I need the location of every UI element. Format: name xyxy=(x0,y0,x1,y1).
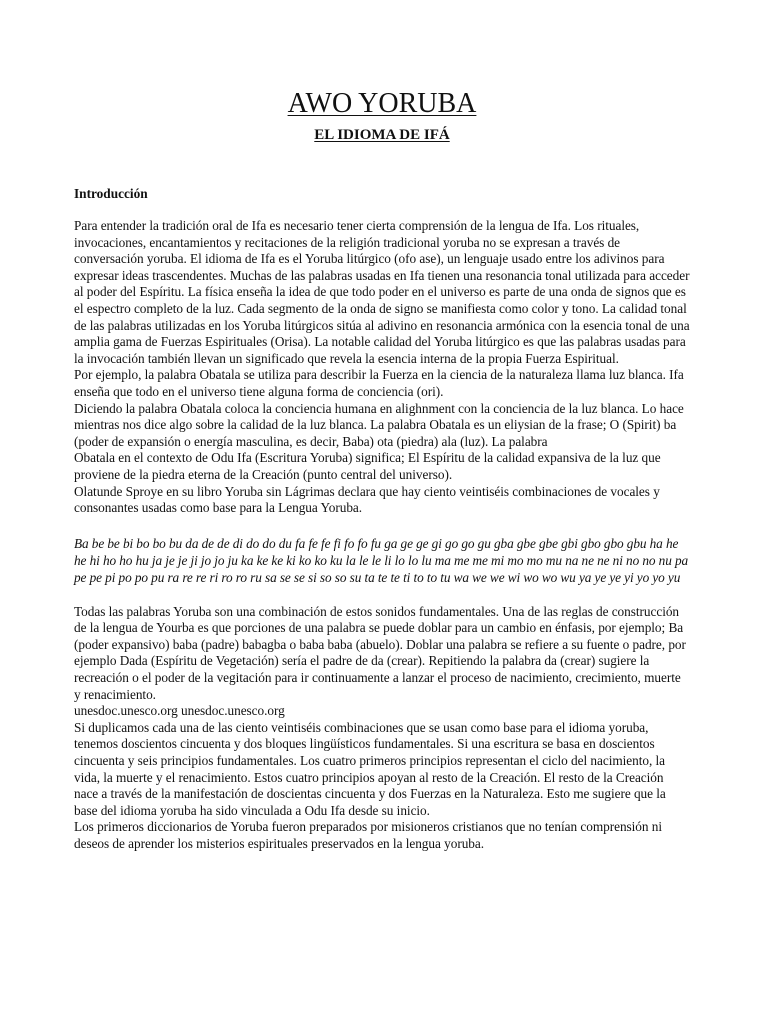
paragraph: Por ejemplo, la palabra Obatala se utiliza para describir la Fuerza en la ciencia de la naturaleza llama luz blanca. Ifa enseña que todo en el universo tiene alguna forma de conciencia (ori). xyxy=(74,367,684,399)
document-title: AWO YORUBA xyxy=(287,88,477,119)
source-line: unesdoc.unesco.org unesdoc.unesco.org xyxy=(74,703,285,719)
document-subtitle: EL IDIOMA DE IFÁ xyxy=(314,127,450,143)
paragraph: Los primeros diccionarios de Yoruba fueron preparados por misioneros cristianos que no tenían comprensión ni deseos de aprender los misterios espirituales preservados en la lengua yoruba. xyxy=(74,819,663,851)
spacer xyxy=(74,517,690,535)
paragraph: Si duplicamos cada una de las ciento veintiséis combinaciones que se usan como base para el idioma yoruba, tenemos doscientos cincuenta y dos bloques lingüísticos fundamentales. Si una escritura se basa en doscientos cincuenta y seis principios fundamentales. Los cuatro primeros principios representan el ciclo del nacimiento, la vida, la muerte y el renacimiento. Estos cuatro principios apoyan al resto de la Creación. El resto de la Creación nace a través de la manifestación de doscientas cincuenta y dos Fuerzas en la Naturaleza. Esto me sugiere que la base del idioma yoruba ha sido vinculada a Odu Ifa desde su inicio. xyxy=(74,719,666,818)
document-page xyxy=(74,88,690,853)
paragraph: Todas las palabras Yoruba son una combinación de estos sonidos fundamentales. Una de las reglas de construcción de la lengua de Yourba es que porciones de una palabra se puede doblar para un cambio en énfasis, por ejemplo; Ba (poder expansivo) baba (padre) babagba o baba baba (abuelo). Doblar una palabra se refiere a su fuente o padre, por ejemplo Dada (Espíritu de Vegetación) sería el padre de da (crear). Repitiendo la palabra da (crear) sugiere la recreación o el poder de la vegitación para ir continuamente a lanzar el proceso de nacimiento, crecimiento, muerte y renacimiento. xyxy=(74,603,686,702)
paragraph: Para entender la tradición oral de Ifa es necesario tener cierta comprensión de la lengua de Ifa. Los rituales, invocaciones, encantamientos y recitaciones de la religión tradicional yoruba no se expresan a través de conversación yoruba. El idioma de Ifa es el Yoruba litúrgico (ofo ase), un lenguaje usado entre los adivinos para expresar ideas trascendentes. Muchas de las palabras usadas en Ifa tienen una resonancia tonal utilizada para acceder al poder del Espíritu. La física enseña la idea de que todo poder en el universo es parte de una onda de signos que es el espectro completo de la luz. Cada segmento de la onda de signo se manifiesta como color y tono. La calidad tonal de las palabras utilizadas en los Yoruba litúrgicos sitúa al adivino en resonancia armónica con la esencia tonal de una amplia gama de Fuerzas Espirituales (Orisa). La notable calidad del Yoruba litúrgico es que las palabras usadas para la invocación también llevan un significado que revela la esencia interna de la propia Fuerza Espiritual. xyxy=(74,218,690,366)
spacer xyxy=(74,202,690,218)
section-heading-introduccion: Introducción xyxy=(74,186,148,201)
syllable-list: Ba be be bi bo bo bu da de de di do do du fa fe fe fi fo fo fu ga ge ge gi go go gu gba gbe gbe gbi gbo gbo gbu ha he he hi ho ho hu ja je je ji jo jo ju ka ke ke ki ko ko ku la le le li lo lo lu ma me me mi mo mo mu na ne ne ni no no nu pa pe pe pi po po pu ra re re ri ro ro ru sa se se si so so su ta te te ti to to tu wa we we wi wo wo wu ya ye ye yi yo yo yu xyxy=(74,535,689,585)
paragraph: Obatala en el contexto de Odu Ifa (Escritura Yoruba) significa; El Espíritu de la calidad expansiva de la luz que proviene de la piedra eterna de la Creación (punto central del universo). xyxy=(74,450,661,482)
spacer xyxy=(74,586,690,604)
paragraph: Diciendo la palabra Obatala coloca la conciencia humana en alighnment con la conciencia de la luz blanca. Lo hace mientras nos dice algo sobre la calidad de la luz blanca. La palabra Obatala es un eliysian de la frase; O (Spirit) ba (poder de expansión o energía masculina, es decir, Baba) ota (piedra) ala (luz). La palabra xyxy=(74,400,684,449)
paragraph: Olatunde Sproye en su libro Yoruba sin Lágrimas declara que hay ciento veintiséis combinaciones de vocales y consonantes usadas como base para la Lengua Yoruba. xyxy=(74,483,660,516)
